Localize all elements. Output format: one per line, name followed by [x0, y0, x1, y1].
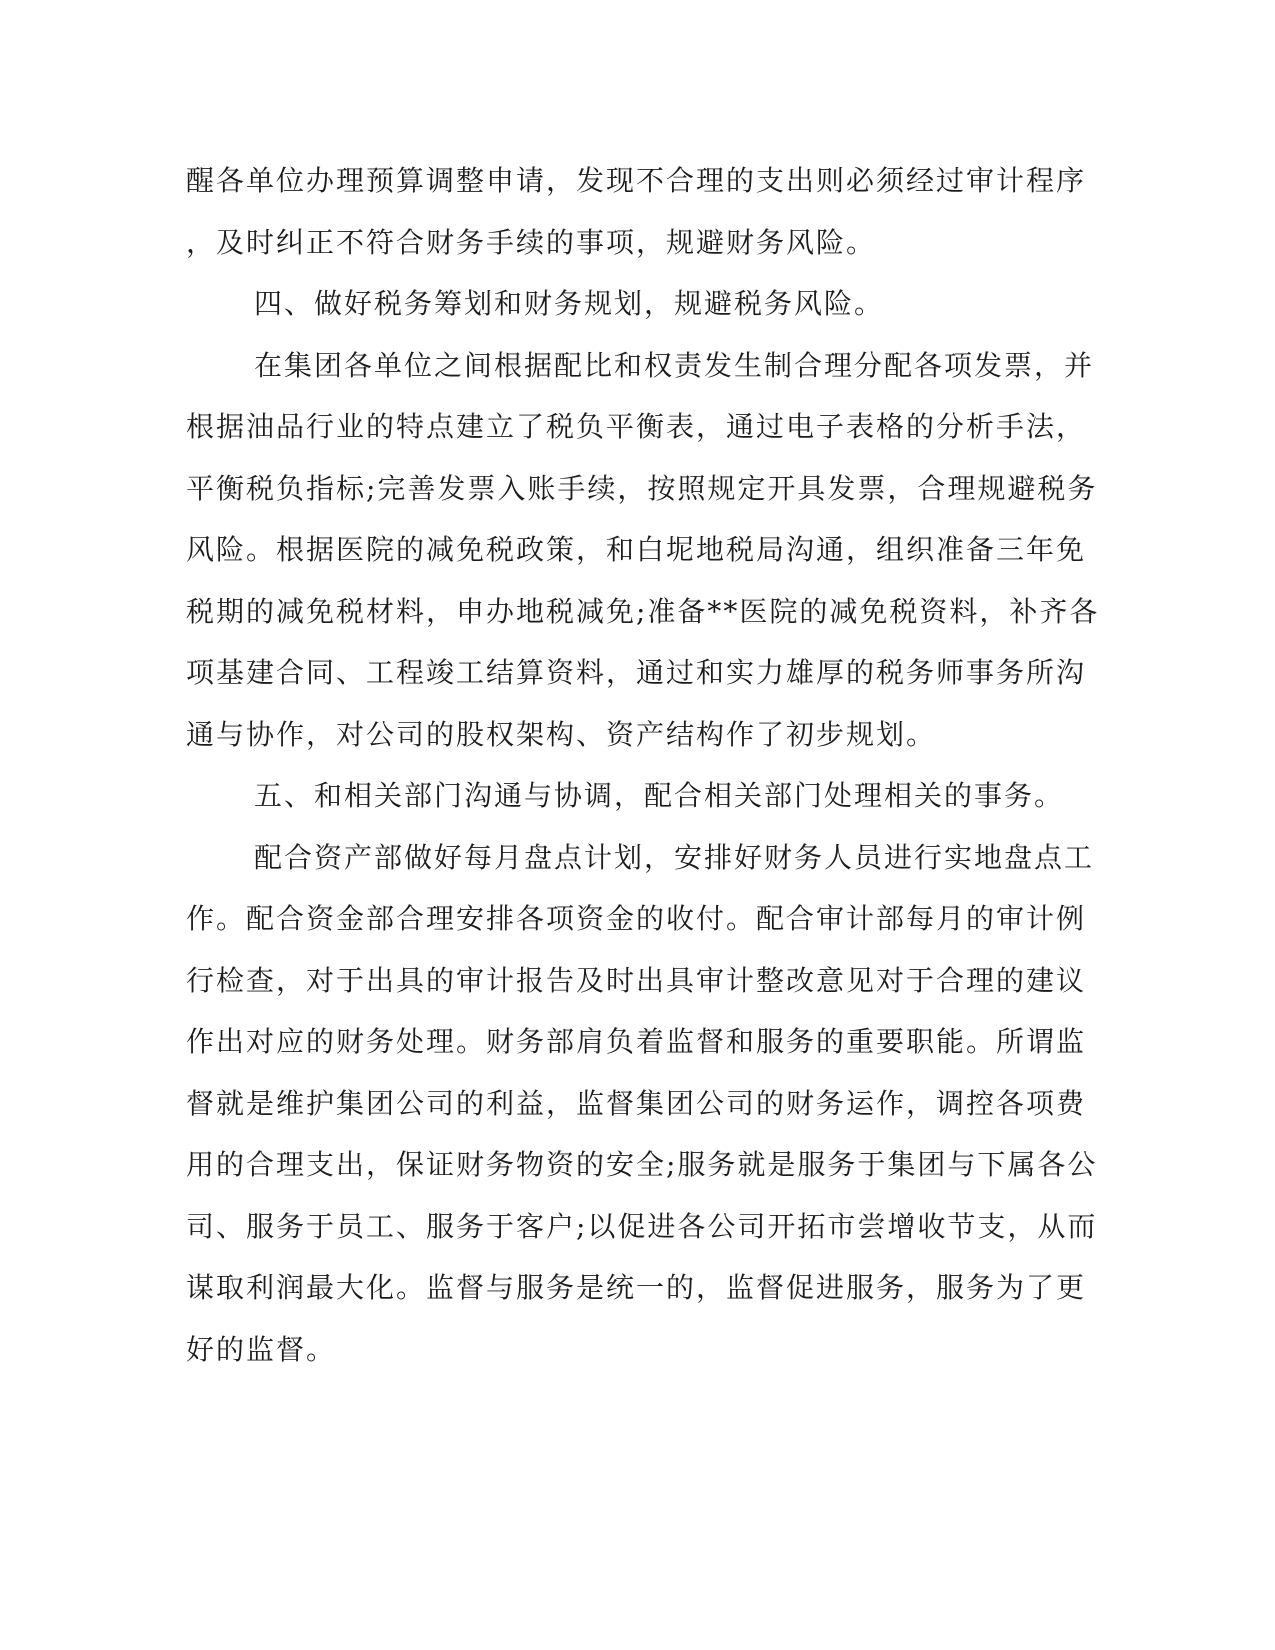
text-line: 司、服务于员工、服务于客户;以促进各公司开拓市尝增收节支，从而 [186, 1209, 1098, 1243]
text-line: 平衡税负指标;完善发票入账手续，按照规定开具发票，合理规避税务 [186, 471, 1098, 505]
section-heading: 五、和相关部门沟通与协调，配合相关部门处理相关的事务。 [254, 779, 1065, 812]
text-line: 根据油品行业的特点建立了税负平衡表，通过电子表格的分析手法， [186, 410, 1087, 443]
text-line: 好的监督。 [186, 1332, 337, 1366]
text-line: 用的合理支出，保证财务物资的安全;服务就是服务于集团与下属各公 [186, 1148, 1098, 1181]
text-line: 作。配合资金部合理安排各项资金的收付。配合审计部每月的审计例 [186, 902, 1087, 935]
document-body [186, 150, 1100, 1380]
text-line: 醒各单位办理预算调整申请，发现不合理的支出则必须经过审计程序 [186, 164, 1087, 197]
text-line: 督就是维护集团公司的利益，监督集团公司的财务运作，调控各项费 [186, 1086, 1087, 1120]
paragraph-start: 在集团各单位之间根据配比和权责发生制合理分配各项发票，并 [254, 348, 1095, 382]
text-line: 行检查，对于出具的审计报告及时出具审计整改意见对于合理的建议 [186, 963, 1087, 997]
text-line: 税期的减免税材料，申办地税减免;准备**医院的减免税资料，补齐各 [186, 594, 1100, 628]
section-heading: 四、做好税务筹划和财务规划，规避税务风险。 [254, 287, 885, 320]
text-line: 谋取利润最大化。监督与服务是统一的，监督促进服务，服务为了更 [186, 1271, 1087, 1304]
paragraph-start: 配合资产部做好每月盘点计划，安排好财务人员进行实地盘点工 [254, 840, 1095, 874]
text-line: ，及时纠正不符合财务手续的事项，规避财务风险。 [186, 225, 877, 259]
text-line: 通与协作，对公司的股权架构、资产结构作了初步规划。 [186, 717, 937, 751]
text-line: 项基建合同、工程竣工结算资料，通过和实力雄厚的税务师事务所沟 [186, 656, 1087, 689]
text-line: 风险。根据医院的减免税政策，和白坭地税局沟通，组织准备三年免 [186, 533, 1087, 566]
text-line: 作出对应的财务处理。财务部肩负着监督和服务的重要职能。所谓监 [186, 1025, 1087, 1058]
